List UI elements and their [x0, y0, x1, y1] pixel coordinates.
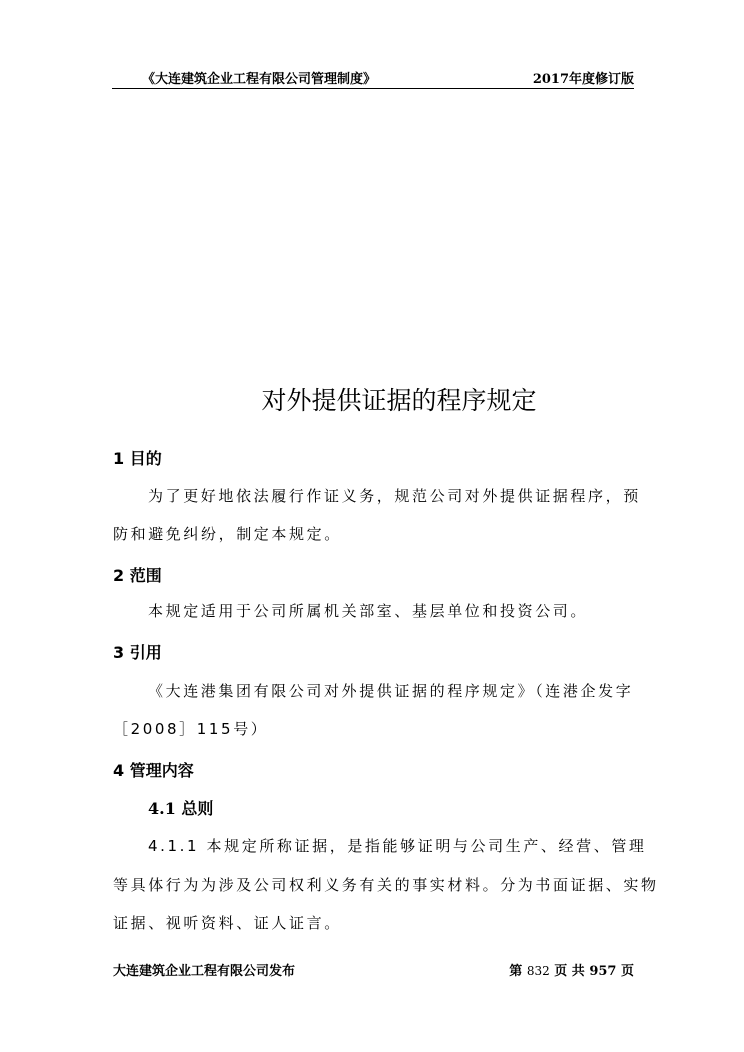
- document-title: 对外提供证据的程序规定: [261, 386, 537, 415]
- page-middle: 页 共: [554, 964, 585, 979]
- footer-publisher: 大连建筑企业工程有限公司发布: [113, 964, 296, 979]
- section-heading-purpose: 1 目的: [113, 449, 162, 468]
- section-heading-management: 4 管理内容: [113, 761, 194, 780]
- page-header: [112, 66, 634, 89]
- body-line: 本规定适用于公司所属机关部室、基层单位和投资公司。: [148, 602, 589, 620]
- body-line: 为了更好地依法履行作证义务，规范公司对外提供证据程序，预: [148, 487, 641, 505]
- page-suffix: 页: [620, 964, 634, 979]
- body-line: 4.1.1 本规定所称证据，是指能够证明与公司生产、经营、管理: [148, 837, 647, 855]
- header-edition: 2017年度修订版: [532, 72, 634, 87]
- footer-page-number: [509, 960, 634, 979]
- page-prefix: 第: [509, 964, 523, 979]
- page-current: 832: [526, 964, 550, 978]
- page-total: 957: [589, 964, 617, 979]
- section-heading-references: 3 引用: [113, 643, 162, 662]
- body-line: 防和避免纠纷，制定本规定。: [113, 525, 342, 543]
- header-document-series: 《大连建筑企业工程有限公司管理制度》: [142, 72, 377, 87]
- body-line: 等具体行为为涉及公司权利义务有关的事实材料。分为书面证据、实物: [113, 876, 659, 894]
- section-heading-scope: 2 范围: [113, 566, 162, 585]
- body-line: ［2008］115号）: [113, 720, 269, 738]
- body-line: 《大连港集团有限公司对外提供证据的程序规定》（连港企发字: [148, 682, 634, 700]
- body-line: 证据、视听资料、证人证言。: [113, 914, 342, 932]
- subsection-heading-general: 4.1 总则: [148, 799, 214, 818]
